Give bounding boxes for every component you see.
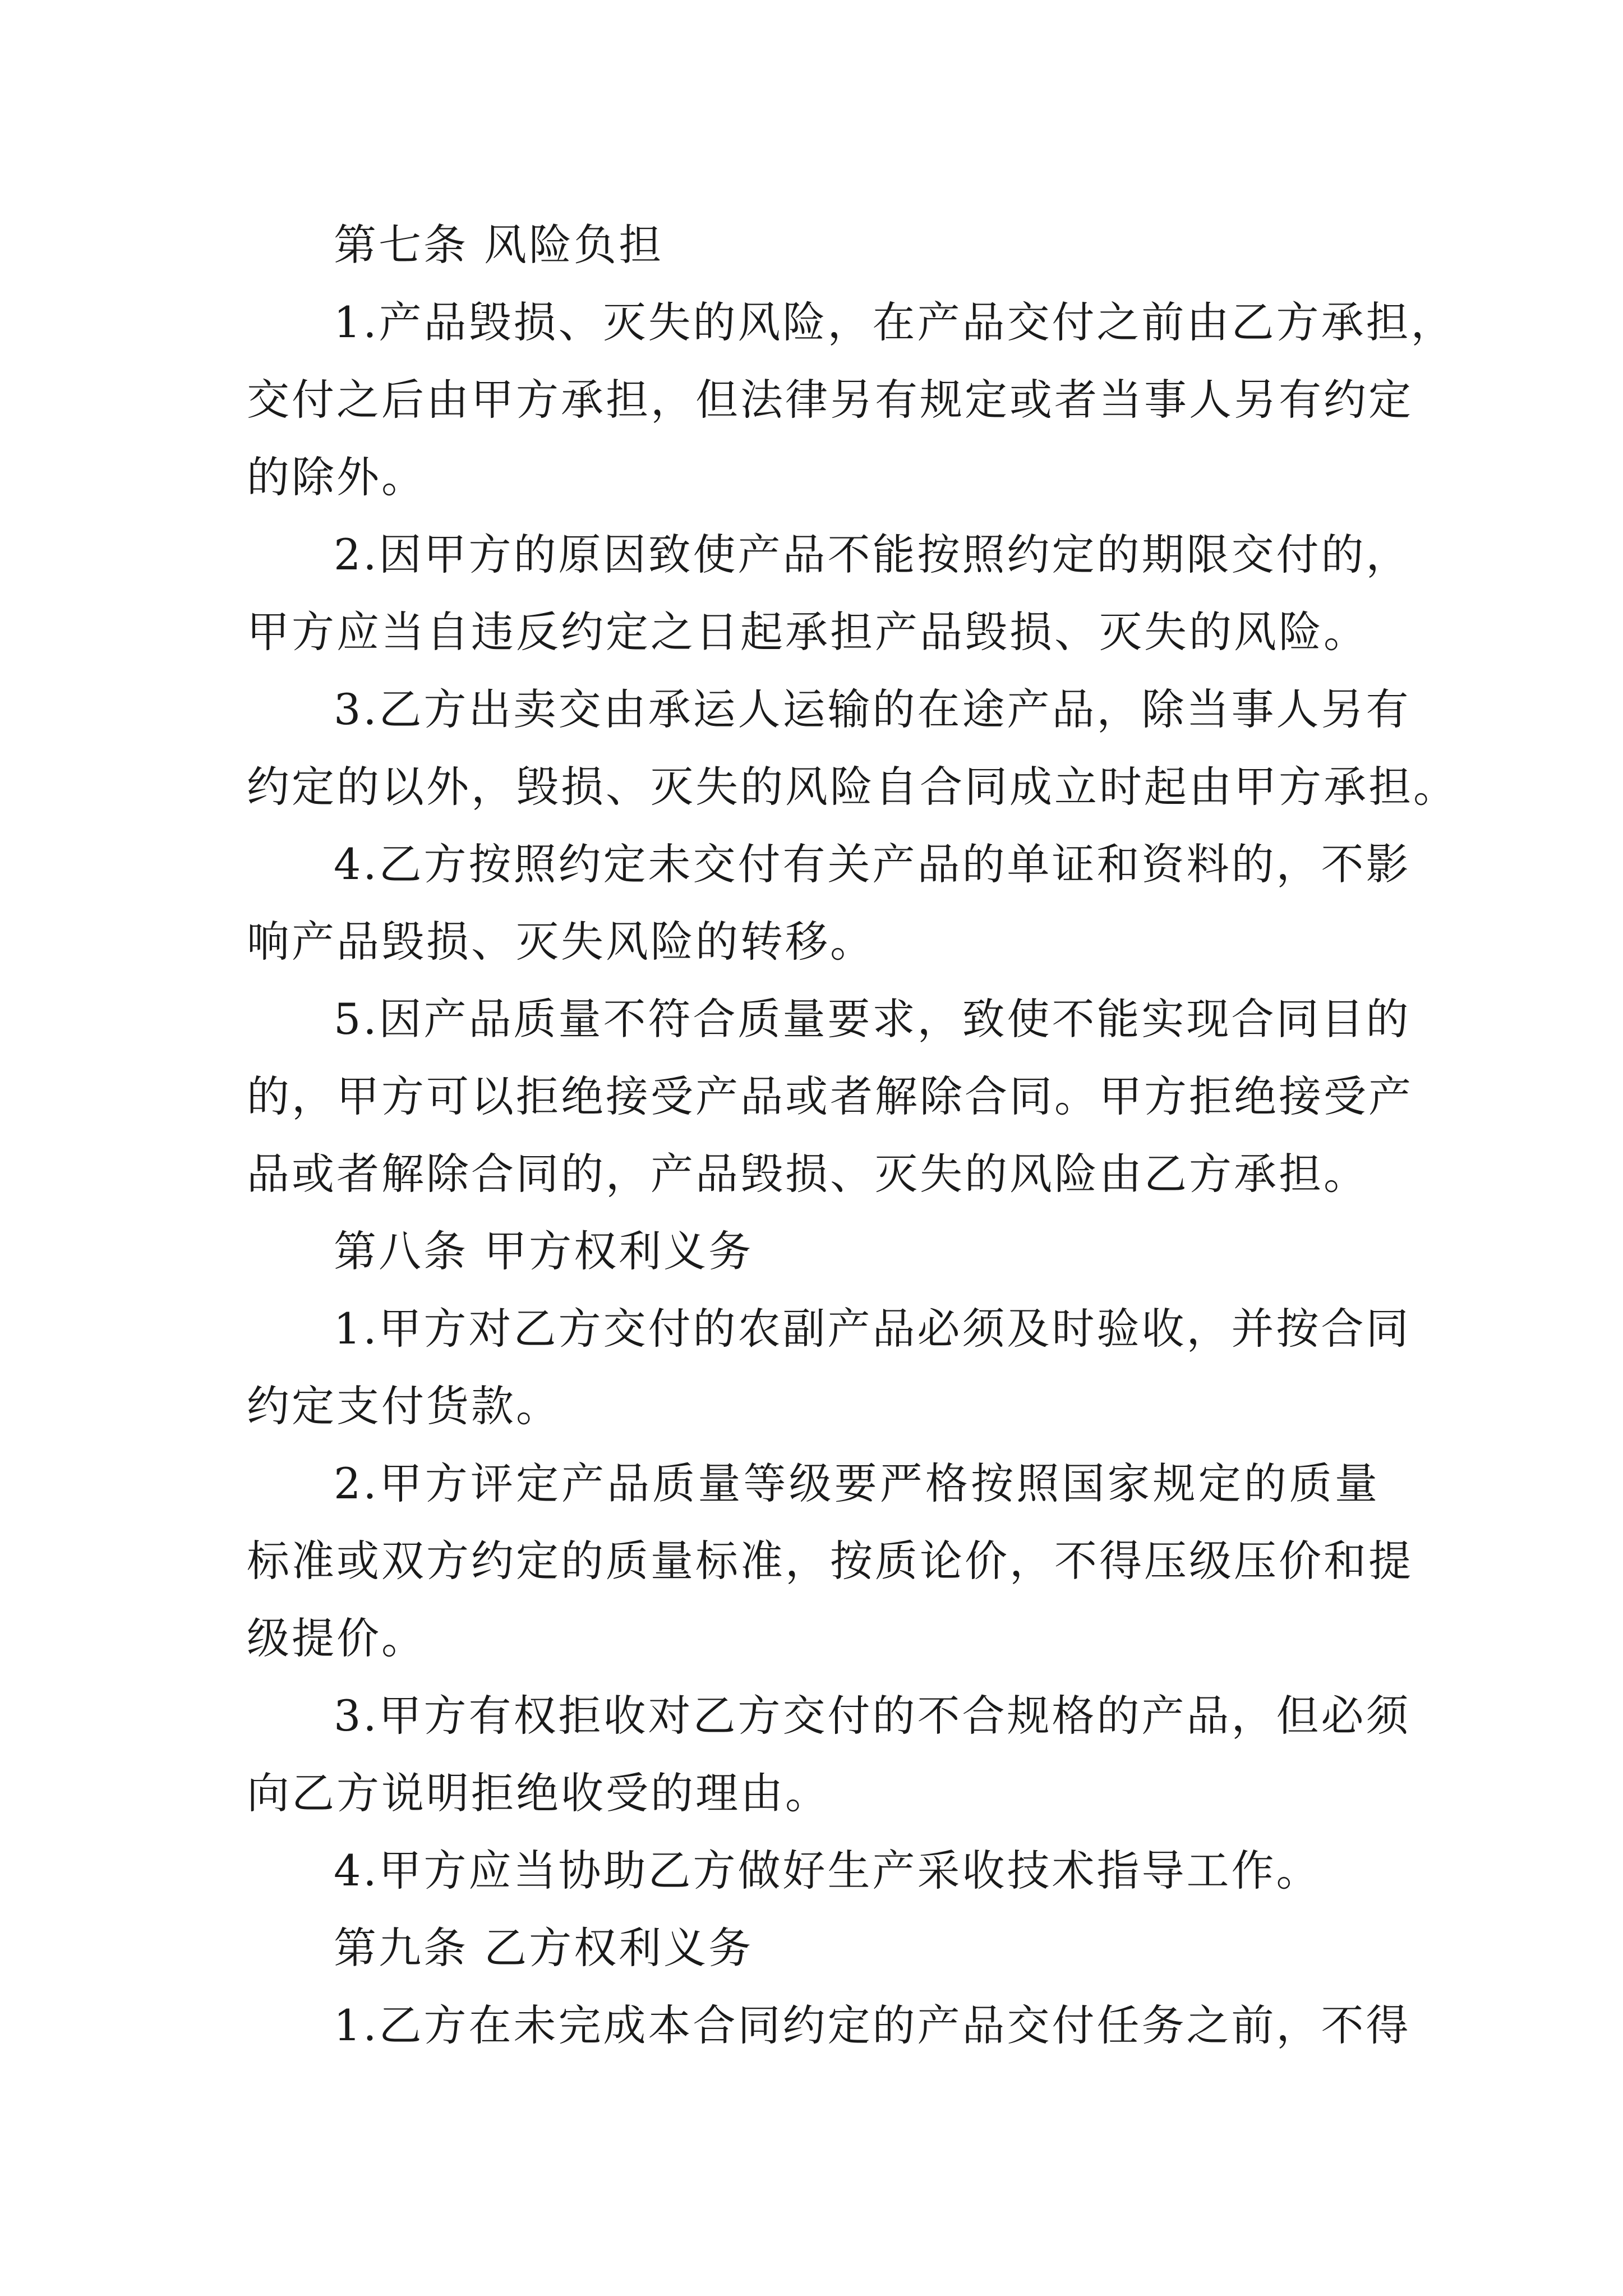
article-9-heading: 第九条 乙方权利义务 xyxy=(334,1923,754,1973)
text-line: 标准或双方约定的质量标准，按质论价，不得压级压价和提 xyxy=(247,1536,1413,1586)
article-8-heading: 第八条 甲方权利义务 xyxy=(334,1226,754,1276)
text-line: 甲方应当自违反约定之日起承担产品毁损、灭失的风险。 xyxy=(247,607,1368,657)
text-line: 1.甲方对乙方交付的农副产品必须及时验收，并按合同 xyxy=(334,1304,1411,1354)
article-7-heading: 第七条 风险负担 xyxy=(334,220,664,270)
text-line: 1.产品毁损、灭失的风险，在产品交付之前由乙方承担， xyxy=(334,297,1456,347)
text-line: 约定支付货款。 xyxy=(247,1381,561,1431)
text-line: 5.因产品质量不符合质量要求，致使不能实现合同目的 xyxy=(334,994,1411,1044)
text-line: 2.因甲方的原因致使产品不能按照约定的期限交付的， xyxy=(334,530,1411,579)
text-line: 交付之后由甲方承担，但法律另有规定或者当事人另有约定 xyxy=(247,375,1413,425)
text-line: 品或者解除合同的，产品毁损、灭失的风险由乙方承担。 xyxy=(247,1149,1368,1199)
text-line: 3.甲方有权拒收对乙方交付的不合规格的产品，但必须 xyxy=(334,1691,1411,1741)
text-line: 向乙方说明拒绝收受的理由。 xyxy=(247,1768,830,1818)
text-line: 2.甲方评定产品质量等级要严格按照国家规定的质量 xyxy=(334,1458,1380,1508)
document-body xyxy=(247,206,1458,2064)
text-line: 级提价。 xyxy=(247,1613,426,1663)
text-line: 4.乙方按照约定未交付有关产品的单证和资料的，不影 xyxy=(334,839,1411,889)
text-line: 3.乙方出卖交由承运人运输的在途产品，除当事人另有 xyxy=(334,684,1411,734)
text-line: 4.甲方应当协助乙方做好生产采收技术指导工作。 xyxy=(334,1846,1321,1895)
text-line: 的，甲方可以拒绝接受产品或者解除合同。甲方拒绝接受产 xyxy=(247,1071,1413,1121)
text-line: 1.乙方在未完成本合同约定的产品交付任务之前，不得 xyxy=(334,2000,1411,2050)
text-line: 响产品毁损、灭失风险的转移。 xyxy=(247,917,875,967)
text-line: 约定的以外，毁损、灭失的风险自合同成立时起由甲方承担。 xyxy=(247,762,1458,812)
text-line: 的除外。 xyxy=(247,452,426,502)
